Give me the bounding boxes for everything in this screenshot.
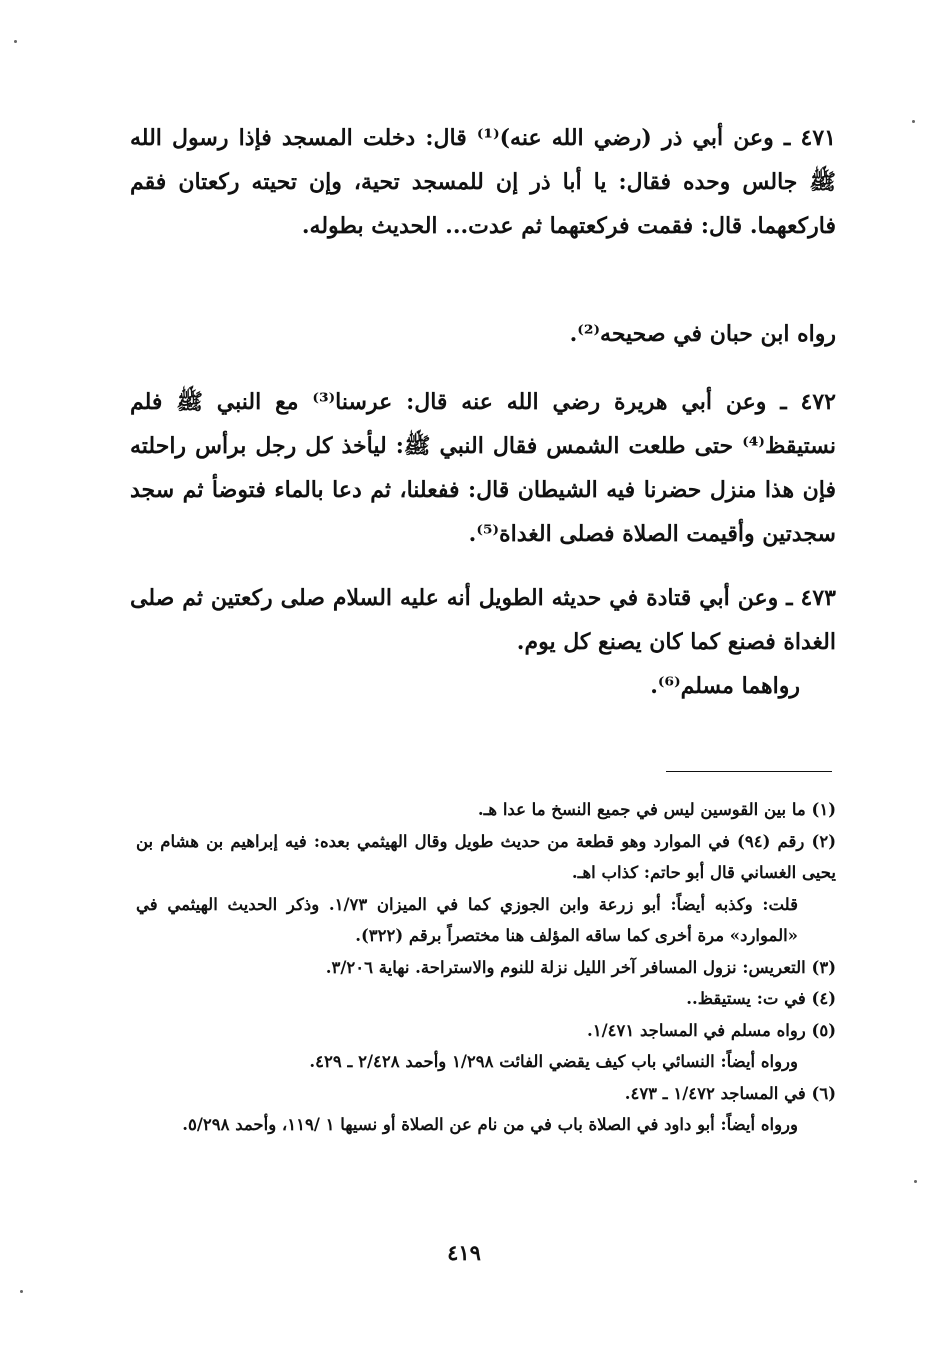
hadith-471-source: رواه ابن حبان في صحيحه⁽²⁾. — [569, 321, 836, 347]
footnote-4: (٤) في ت: يستيقظ.. — [686, 989, 836, 1008]
footnote-divider — [666, 771, 832, 772]
hadith-472: ٤٧٢ ـ وعن أبي هريرة رضي الله عنه قال: عرسنا⁽³⁾ مع النبي ﷺ فلم نستيقظ⁽⁴⁾ حتى طلعت الشمس فقال النبي ﷺ: ليأخذ كل رجل برأس راحلته فإن هذا منزل حضرنا فيه الشيطان قال: ففعلنا، ثم دعا بالماء فتوضأ ثم سجد سجدتين وأقيمت الصلاة فصلى الغداة⁽⁵⁾. — [130, 389, 836, 547]
scan-speck — [14, 40, 17, 43]
scan-speck — [914, 1180, 917, 1183]
footnote-2-continuation: قلت: وكذبه أيضاً: أبو زرعة وابن الجوزي كما في الميزان ١/٧٣. وذكر الحديث الهيثمي في «الموارد» مرة أخرى كما ساقه المؤلف هنا مختصراً برقم (٣٢٢). — [136, 894, 798, 945]
hadith-471: ٤٧١ ـ وعن أبي ذر (رضي الله عنه)⁽¹⁾ قال: دخلت المسجد فإذا رسول الله ﷺ جالس وحده فقال: يا أبا ذر إن للمسجد تحية، وإن تحيته ركعتان فقم فاركعهما. قال: فقمت فركعتهما ثم عدت... الحديث بطوله. — [130, 125, 836, 239]
footnote-6: (٦) في المساجد ١/٤٧٢ ـ ٤٧٣. — [624, 1083, 836, 1103]
footnote-2: (٢) رقم (٩٤) في الموارد وهو قطعة من حديث طويل وقال الهيثمي بعده: فيه إبراهيم بن هشام بن يحيى الغساني قال أبو حاتم: كذاب اهـ. — [136, 831, 836, 882]
page-number: ٤١٩ — [447, 1240, 481, 1265]
footnotes-section — [136, 794, 836, 1141]
scan-speck — [20, 1290, 23, 1293]
scan-speck — [912, 120, 915, 123]
footnote-5: (٥) رواه مسلم في المساجد ١/٤٧١. — [586, 1020, 836, 1040]
hadith-473-source: رواهما مسلم⁽⁶⁾. — [650, 673, 800, 699]
footnote-3: (٣) التعريس: نزول المسافر آخر الليل نزلة للنوم والاستراحة. نهاية ٣/٢٠٦. — [325, 957, 836, 977]
footnote-1: (١) ما بين القوسين ليس في جميع النسخ ما عدا هـ. — [477, 800, 836, 819]
hadith-473: ٤٧٣ ـ وعن أبي قتادة في حديثه الطويل أنه عليه السلام صلى ركعتين ثم صلى الغداة فصنع كما كان يصنع كل يوم. — [130, 585, 836, 655]
footnote-5-continuation: ورواه أيضاً: النسائي باب كيف يقضي الفائت ١/٢٩٨ وأحمد ٢/٤٢٨ ـ ٤٢٩. — [309, 1052, 798, 1071]
footnote-6-continuation: ورواه أيضاً: أبو داود في الصلاة باب في من نام عن الصلاة أو نسيها ١ /١١٩، وأحمد ٥/٢٩٨. — [182, 1115, 798, 1134]
